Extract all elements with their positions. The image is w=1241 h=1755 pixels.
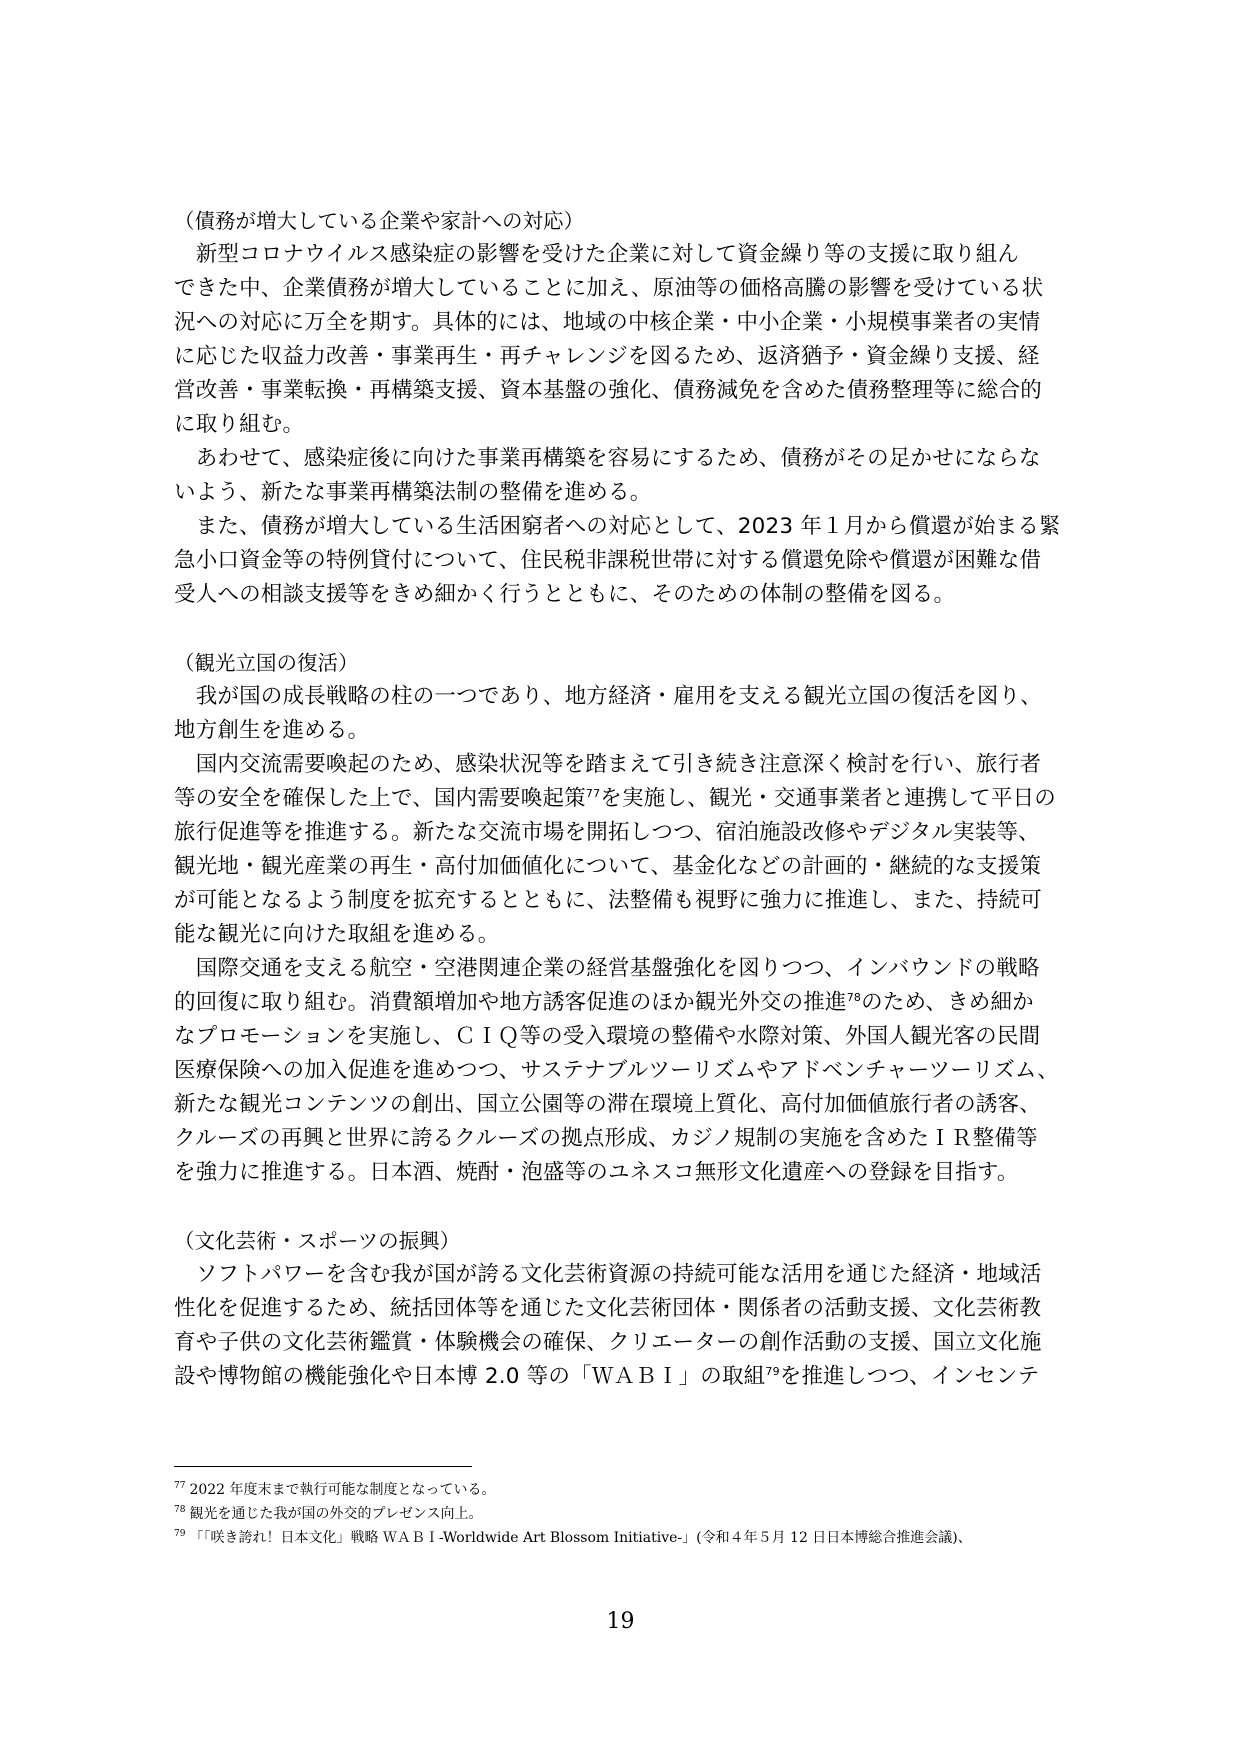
text-fragment: 設や博物館の機能強化や日本博 2.0 等の「ＷＡＢＩ」の取組: [174, 1364, 766, 1389]
footnote-ref-78[interactable]: 78: [846, 990, 862, 1004]
body-text: [174, 204, 1078, 1394]
text-line: 医療保険への加入促進を進めつつ、サステナブルツーリズムやアドベンチャーツーリズム、: [174, 1058, 1059, 1083]
text-line: 地方創生を進める。: [174, 718, 370, 743]
text-line: 営改善・事業転換・再構築支援、資本基盤の強化、債務減免を含めた債務整理等に総合的: [174, 378, 1043, 403]
text-fragment: を推進しつつ、インセンテ: [779, 1364, 1040, 1389]
text-line: [174, 1360, 1078, 1394]
text-line: に応じた収益力改善・事業再生・再チャレンジを図るため、返済猶予・資金繰り支援、経: [174, 344, 1040, 369]
text-line: 性化を促進するため、統括団体等を通じた文化芸術団体・関係者の活動支援、文化芸術教: [174, 1296, 1042, 1321]
footnote-number: 77: [174, 1481, 186, 1492]
text-line: 国際交通を支える航空・空港関連企業の経営基盤強化を図りつつ、インバウンドの戦略: [174, 956, 1040, 981]
footnote-79: [174, 1526, 1094, 1550]
footnote-text: 観光を通じた我が国の外交的プレゼンス向上。: [189, 1506, 483, 1522]
text-line: あわせて、感染症後に向けた事業再構築を容易にするため、債務がその足かせにならな: [174, 446, 1041, 471]
section-heading-culture: （文化芸術・スポーツの振興）: [174, 1229, 461, 1253]
text-line: いよう、新たな事業再構築法制の整備を進める。: [174, 480, 652, 505]
text-fragment: 的回復に取り組む。消費額増加や地方誘客促進のほか観光外交の推進: [174, 990, 847, 1015]
footnote-text: 「「咲き誇れ！日本文化」戦略 ＷＡＢＩ-Worldwide Art Blossom Initiative-」(令和４年５月 12 日日本博総合推進会議)、: [189, 1530, 972, 1546]
text-line: ソフトパワーを含む我が国が誇る文化芸術資源の持続可能な活用を通じた経済・地域活: [174, 1262, 1042, 1287]
text-fragment: のため、きめ細か: [861, 990, 1034, 1015]
footnote-ref-77[interactable]: 77: [585, 786, 601, 800]
paragraph: [174, 680, 1078, 748]
footnote-number: 78: [174, 1505, 186, 1516]
footnote-divider: [174, 1466, 472, 1467]
paragraph: [174, 748, 1078, 952]
text-line: クルーズの再興と世界に誇るクルーズの拠点形成、カジノ規制の実施を含めたＩＲ整備等: [174, 1126, 1038, 1151]
text-line: 我が国の成長戦略の柱の一つであり、地方経済・雇用を支える観光立国の復活を図り、: [174, 684, 1043, 709]
footnote-text: 2022 年度末まで執行可能な制度となっている。: [189, 1482, 496, 1498]
text-line: 育や子供の文化芸術鑑賞・体験機会の確保、クリエーターの創作活動の支援、国立文化施: [174, 1330, 1042, 1355]
text-line: 観光地・観光産業の再生・高付加価値化について、基金化などの計画的・継続的な支援策: [174, 854, 1042, 879]
footnote-78: [174, 1502, 1094, 1526]
text-line: また、債務が増大している生活困窮者への対応として、2023 年１月から償還が始まる緊: [174, 514, 1061, 539]
section-spacer: [174, 1190, 1078, 1224]
footnotes: [174, 1478, 1094, 1550]
paragraph: [174, 510, 1078, 612]
text-line: 急小口資金等の特例貸付について、住民税非課税世帯に対する償還免除や償還が困難な借: [174, 548, 1042, 573]
paragraph: [174, 1258, 1078, 1394]
text-line: が可能となるよう制度を拡充するとともに、法整備も視野に強力に推進し、また、持続可: [174, 888, 1043, 913]
footnote-number: 79: [174, 1529, 186, 1540]
paragraph: [174, 952, 1078, 1190]
text-fragment: を実施し、観光・交通事業者と連携して平日の: [600, 786, 1056, 811]
text-line: 況への対応に万全を期す。具体的には、地域の中核企業・中小企業・小規模事業者の実情: [174, 310, 1041, 335]
text-line: できた中、企業債務が増大していることに加え、原油等の価格高騰の影響を受けている状: [174, 276, 1044, 301]
page-number: 19: [606, 1609, 635, 1634]
text-line: 国内交流需要喚起のため、感染状況等を踏まえて引き続き注意深く検討を行い、旅行者: [174, 752, 1042, 777]
section-heading-tourism: （観光立国の復活）: [174, 651, 359, 675]
section-heading-debt: （債務が増大している企業や家計への対応）: [174, 209, 584, 233]
paragraph: [174, 442, 1078, 510]
text-line: 旅行促進等を推進する。新たな交流市場を開拓しつつ、宿泊施設改修やデジタル実装等、: [174, 820, 1040, 845]
text-line: [174, 782, 1078, 816]
paragraph: [174, 238, 1078, 442]
text-line: なプロモーションを実施し、ＣＩＱ等の受入環境の整備や水際対策、外国人観光客の民間: [174, 1024, 1041, 1049]
section-spacer: [174, 612, 1078, 646]
footnote-77: [174, 1478, 1094, 1502]
text-line: を強力に推進する。日本酒、焼酎・泡盛等のユネスコ無形文化遺産への登録を目指す。: [174, 1160, 1019, 1185]
text-line: 新型コロナウイルス感染症の影響を受けた企業に対して資金繰り等の支援に取り組ん: [174, 242, 1020, 267]
text-line: 受人への相談支援等をきめ細かく行うとともに、そのための体制の整備を図る。: [174, 582, 956, 607]
text-line: に取り組む。: [174, 412, 305, 437]
text-line: [174, 986, 1078, 1020]
footnote-ref-79[interactable]: 79: [765, 1364, 780, 1378]
text-line: 能な観光に向けた取組を進める。: [174, 922, 500, 947]
text-fragment: 等の安全を確保した上で、国内需要喚起策: [174, 786, 586, 811]
text-line: 新たな観光コンテンツの創出、国立公園等の滞在環境上質化、高付加価値旅行者の誘客、: [174, 1092, 1041, 1117]
